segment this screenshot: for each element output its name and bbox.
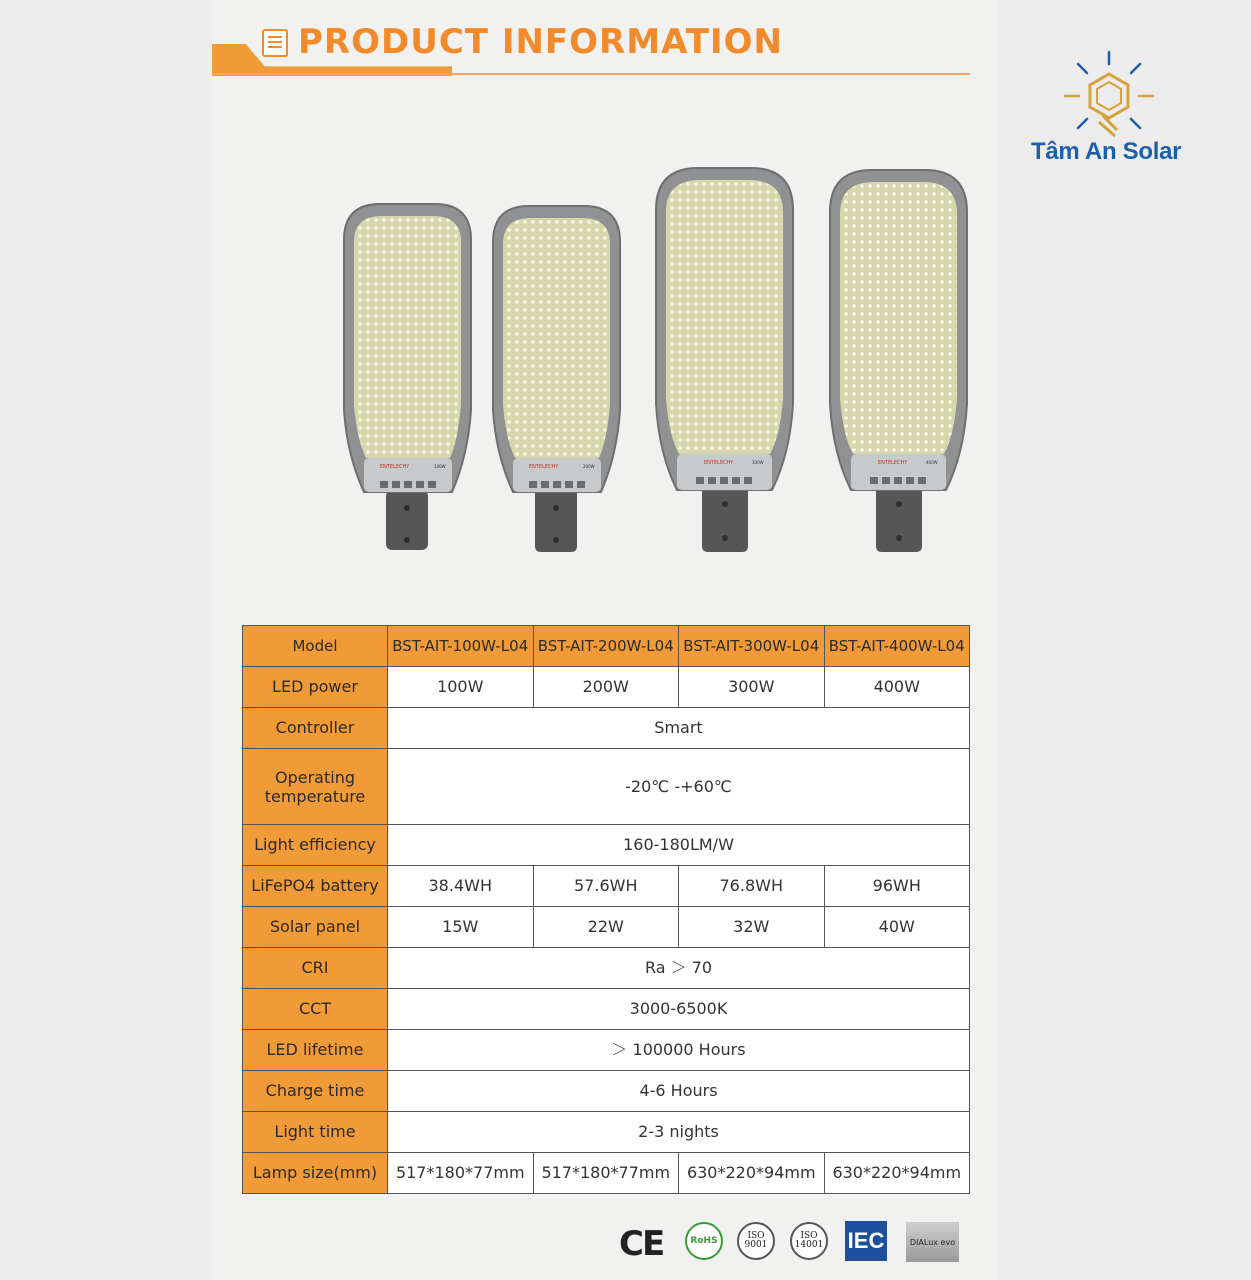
row-label: CCT (243, 989, 388, 1030)
table-cell: 15W (388, 907, 534, 948)
rohs-badge-icon: RoHS (685, 1222, 723, 1260)
lamp-watt-label: 200W (583, 464, 595, 469)
model-cell: BST-AIT-300W-L04 (679, 626, 825, 667)
table-row-light-efficiency (243, 825, 970, 866)
row-label: Charge time (243, 1070, 388, 1111)
table-cell: Smart (388, 707, 970, 748)
table-cell: 3000-6500K (388, 989, 970, 1030)
model-cell: BST-AIT-100W-L04 (388, 626, 534, 667)
row-label: Light efficiency (243, 825, 388, 866)
table-cell: 517*180*77mm (533, 1152, 679, 1193)
table-cell: Ra ＞ 70 (388, 948, 970, 989)
row-label: Solar panel (243, 907, 388, 948)
dialux-logo-icon: DIALux evo (906, 1222, 959, 1262)
table-cell: ＞ 100000 Hours (388, 1029, 970, 1070)
lamp-brand-label: ENTELECHY (704, 460, 734, 466)
row-label: Controller (243, 707, 388, 748)
table-cell: 160-180LM/W (388, 825, 970, 866)
row-label: Operating temperature (243, 748, 388, 824)
lamp-brand-label: ENTELECHY (529, 464, 559, 470)
table-cell: 630*220*94mm (679, 1152, 825, 1193)
ce-mark-icon: CE (619, 1224, 664, 1264)
row-label: LED lifetime (243, 1029, 388, 1070)
table-cell: 38.4WH (388, 866, 534, 907)
table-row-operating-temperature (243, 748, 970, 824)
table-cell: 2-3 nights (388, 1111, 970, 1152)
lamp-image-100w (340, 200, 475, 552)
spec-table (242, 625, 970, 1194)
row-label: Lamp size(mm) (243, 1152, 388, 1193)
lamp-watt-label: 300W (752, 460, 764, 465)
table-row-charge-time (243, 1070, 970, 1111)
table-cell: 96WH (824, 866, 970, 907)
iec-logo-icon: IEC (845, 1221, 887, 1261)
table-row-controller (243, 707, 970, 748)
lamp-watt-label: 100W (434, 464, 446, 469)
lamp-watt-label: 400W (926, 460, 938, 465)
document-icon (262, 29, 288, 57)
row-label: CRI (243, 948, 388, 989)
table-row-cri (243, 948, 970, 989)
table-row-lamp-size (243, 1152, 970, 1193)
lamp-brand-label: ENTELECHY (878, 460, 908, 466)
row-label: LED power (243, 666, 388, 707)
table-cell: 200W (533, 666, 679, 707)
row-label: Light time (243, 1111, 388, 1152)
table-cell: -20℃ -+60℃ (388, 748, 970, 824)
table-row-model (243, 626, 970, 667)
table-cell: 517*180*77mm (388, 1152, 534, 1193)
lamp-image-300w (652, 164, 797, 552)
lamp-image-200w (489, 202, 624, 552)
table-cell: 4-6 Hours (388, 1070, 970, 1111)
table-cell: 100W (388, 666, 534, 707)
header-underline (212, 73, 970, 75)
iso-14001-badge-icon: ISO 14001 (790, 1222, 828, 1260)
row-label: LiFePO4 battery (243, 866, 388, 907)
table-row-cct (243, 989, 970, 1030)
certification-badges (615, 1218, 965, 1268)
table-row-battery (243, 866, 970, 907)
lamp-brand-label: ENTELECHY (380, 464, 410, 470)
model-cell: BST-AIT-200W-L04 (533, 626, 679, 667)
table-cell: 76.8WH (679, 866, 825, 907)
table-cell: 32W (679, 907, 825, 948)
table-cell: 40W (824, 907, 970, 948)
table-row-led-lifetime (243, 1029, 970, 1070)
table-cell: 22W (533, 907, 679, 948)
page-title: PRODUCT INFORMATION (298, 22, 783, 62)
table-cell: 400W (824, 666, 970, 707)
table-cell: 57.6WH (533, 866, 679, 907)
table-row-light-time (243, 1111, 970, 1152)
row-label: Model (243, 626, 388, 667)
table-cell: 300W (679, 666, 825, 707)
lamp-image-400w (826, 166, 971, 552)
table-cell: 630*220*94mm (824, 1152, 970, 1193)
iso-9001-badge-icon: ISO 9001 (737, 1222, 775, 1260)
model-cell: BST-AIT-400W-L04 (824, 626, 970, 667)
brand-name: Tâm An Solar (1031, 138, 1182, 165)
table-row-solar-panel (243, 907, 970, 948)
table-row-led-power (243, 666, 970, 707)
